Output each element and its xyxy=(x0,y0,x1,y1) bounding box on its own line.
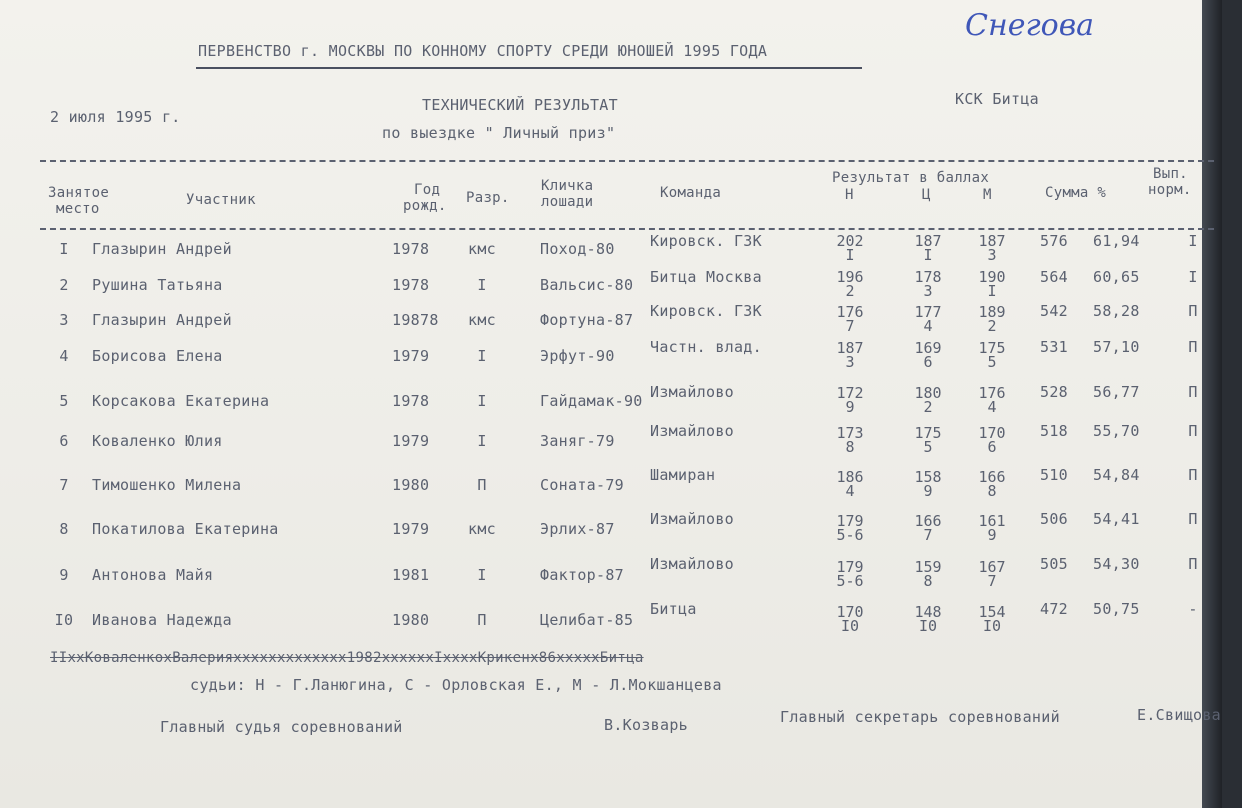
row-percent: 55,70 xyxy=(1093,422,1140,441)
handwritten-signature: Снегова xyxy=(965,8,1095,43)
col-judge-c: Ц xyxy=(922,187,931,203)
row-participant: Глазырин Андрей xyxy=(92,311,232,329)
row-score-m-placing: 8 xyxy=(987,482,997,500)
row-score-m-placing: I xyxy=(987,282,997,300)
row-score-m: 176 xyxy=(978,384,1006,402)
row-score-n: 186 xyxy=(836,468,864,486)
chief-judge-label: Главный судья соревнований xyxy=(160,718,403,736)
row-place: 5 xyxy=(59,392,69,410)
row-score-m: 167 xyxy=(978,558,1006,576)
row-score-m-placing: 4 xyxy=(987,398,997,416)
col-result: Результат в баллах xyxy=(832,170,990,186)
row-birth-year: 19878 xyxy=(392,311,439,329)
row-norm: П xyxy=(1188,465,1198,484)
row-birth-year: 1979 xyxy=(392,520,430,538)
row-score-m: 154 xyxy=(978,603,1006,621)
row-rank: I xyxy=(477,347,487,365)
row-score-c: 169 xyxy=(914,339,942,357)
row-birth-year: 1978 xyxy=(392,240,430,258)
row-horse: Гайдамак-90 xyxy=(540,392,643,410)
row-rank: кмс xyxy=(468,311,496,329)
row-sum: 472 xyxy=(1040,599,1068,618)
row-sum: 528 xyxy=(1040,382,1068,401)
col-judge-m: М xyxy=(983,187,992,203)
row-score-c: 187 xyxy=(914,232,942,250)
row-score-c: 166 xyxy=(914,512,942,530)
row-score-n-placing: 5-6 xyxy=(836,526,864,544)
row-sum: 531 xyxy=(1040,337,1068,356)
venue: КСК Битца xyxy=(955,90,1039,108)
row-score-c-placing: 7 xyxy=(923,526,933,544)
row-score-n-placing: 5-6 xyxy=(836,572,864,590)
row-score-c-placing: 4 xyxy=(923,317,933,335)
row-score-c: 177 xyxy=(914,303,942,321)
row-norm: П xyxy=(1188,422,1198,441)
row-sum: 510 xyxy=(1040,465,1068,484)
row-score-n-placing: 3 xyxy=(845,353,855,371)
row-score-m: 189 xyxy=(978,303,1006,321)
row-birth-year: 1978 xyxy=(392,392,430,410)
row-norm: П xyxy=(1188,555,1198,574)
row-score-m-placing: 7 xyxy=(987,572,997,590)
col-year-line1: Год xyxy=(414,182,441,198)
row-participant: Рушина Татьяна xyxy=(92,276,223,294)
row-horse: Фортуна-87 xyxy=(540,311,634,329)
table-header-rule xyxy=(40,228,1214,230)
row-place: I xyxy=(59,240,69,258)
row-rank: кмс xyxy=(468,520,496,538)
col-judge-n: Н xyxy=(845,187,854,203)
row-place: 8 xyxy=(59,520,69,538)
table-top-rule xyxy=(40,160,1214,162)
row-team: Измайлово xyxy=(650,422,734,441)
row-score-m: 170 xyxy=(978,424,1006,442)
row-score-n-placing: I xyxy=(845,246,855,264)
row-score-c-placing: 8 xyxy=(923,572,933,590)
document-title: ПЕРВЕНСТВО г. МОСКВЫ ПО КОННОМУ СПОРТУ СРЕДИ ЮНОШЕЙ 1995 ГОДА xyxy=(198,42,768,60)
row-score-c: 180 xyxy=(914,384,942,402)
row-percent: 60,65 xyxy=(1093,267,1140,286)
col-year-line2: рожд. xyxy=(403,198,447,214)
row-birth-year: 1981 xyxy=(392,566,430,584)
row-sum: 518 xyxy=(1040,422,1068,441)
col-norm-line1: Вып. xyxy=(1153,166,1188,182)
row-score-c-placing: 9 xyxy=(923,482,933,500)
row-horse: Соната-79 xyxy=(540,476,624,494)
row-horse: Поход-80 xyxy=(540,240,615,258)
row-birth-year: 1980 xyxy=(392,611,430,629)
row-participant: Антонова Майя xyxy=(92,566,214,584)
row-score-m: 175 xyxy=(978,339,1006,357)
row-score-n-placing: 9 xyxy=(845,398,855,416)
row-score-c-placing: I0 xyxy=(918,617,938,635)
col-participant: Участник xyxy=(186,192,256,208)
row-score-n: 170 xyxy=(836,603,864,621)
page-edge-shadow xyxy=(1202,0,1222,808)
row-team: Кировск. ГЗК xyxy=(650,302,762,321)
col-horse-line1: Кличка xyxy=(541,178,594,194)
row-score-c: 158 xyxy=(914,468,942,486)
row-birth-year: 1979 xyxy=(392,347,430,365)
row-percent: 58,28 xyxy=(1093,302,1140,321)
row-score-n-placing: 7 xyxy=(845,317,855,335)
chief-secretary-name: Е.Свищова xyxy=(1137,706,1221,724)
row-score-n: 173 xyxy=(836,424,864,442)
title-underline xyxy=(196,67,862,69)
row-norm: П xyxy=(1188,302,1198,321)
row-birth-year: 1980 xyxy=(392,476,430,494)
row-norm: I xyxy=(1188,232,1198,250)
row-score-n: 202 xyxy=(836,232,864,250)
row-score-m: 166 xyxy=(978,468,1006,486)
row-sum: 576 xyxy=(1040,232,1068,250)
row-score-m-placing: I0 xyxy=(982,617,1002,635)
row-score-n: 172 xyxy=(836,384,864,402)
row-score-m-placing: 6 xyxy=(987,438,997,456)
row-score-c-placing: 3 xyxy=(923,282,933,300)
row-rank: I xyxy=(477,276,487,294)
row-percent: 61,94 xyxy=(1093,232,1140,250)
row-score-n: 179 xyxy=(836,512,864,530)
row-place: 4 xyxy=(59,347,69,365)
col-place-line2: место xyxy=(56,201,100,217)
row-score-n-placing: 2 xyxy=(845,282,855,300)
col-rank: Разр. xyxy=(466,190,510,206)
col-place-line1: Занятое xyxy=(48,185,110,201)
row-horse: Заняг-79 xyxy=(540,432,615,450)
row-score-m-placing: 5 xyxy=(987,353,997,371)
row-score-n-placing: 8 xyxy=(845,438,855,456)
row-rank: кмс xyxy=(468,240,496,258)
row-place: 2 xyxy=(59,276,69,294)
row-horse: Фактор-87 xyxy=(540,566,624,584)
row-sum: 542 xyxy=(1040,302,1068,321)
row-rank: П xyxy=(477,611,487,629)
col-team: Команда xyxy=(660,185,722,201)
row-team: Измайлово xyxy=(650,555,734,574)
row-participant: Покатилова Екатерина xyxy=(92,520,279,538)
doc-subheading: по выездке " Личный приз" xyxy=(382,124,616,142)
row-place: 9 xyxy=(59,566,69,584)
row-score-m-placing: 2 xyxy=(987,317,997,335)
row-percent: 54,41 xyxy=(1093,509,1140,528)
row-participant: Корсакова Екатерина xyxy=(92,392,270,410)
row-team: Шамиран xyxy=(650,465,716,484)
row-score-n-placing: I0 xyxy=(840,617,860,635)
row-birth-year: 1978 xyxy=(392,276,430,294)
row-horse: Целибат-85 xyxy=(540,611,634,629)
col-sum: Сумма % xyxy=(1045,185,1107,201)
row-team: Измайлово xyxy=(650,382,734,401)
row-place: I0 xyxy=(54,611,74,629)
col-horse-line2: лошади xyxy=(541,194,594,210)
row-percent: 54,84 xyxy=(1093,465,1140,484)
row-score-c-placing: I xyxy=(923,246,933,264)
row-sum: 505 xyxy=(1040,555,1068,574)
row-place: 6 xyxy=(59,432,69,450)
row-rank: I xyxy=(477,566,487,584)
chief-secretary-label: Главный секретарь соревнований xyxy=(780,708,1060,726)
row-participant: Коваленко Юлия xyxy=(92,432,223,450)
col-norm-line2: норм. xyxy=(1148,182,1192,198)
row-norm: - xyxy=(1188,599,1198,618)
row-team: Кировск. ГЗК xyxy=(650,232,762,250)
row-sum: 564 xyxy=(1040,267,1068,286)
row-team: Измайлово xyxy=(650,509,734,528)
row-percent: 56,77 xyxy=(1093,382,1140,401)
row-score-m: 187 xyxy=(978,232,1006,250)
row-participant: Тимошенко Милена xyxy=(92,476,242,494)
row-sum: 506 xyxy=(1040,509,1068,528)
row-team: Битца Москва xyxy=(650,267,762,286)
row-score-n: 196 xyxy=(836,268,864,286)
row-score-n: 179 xyxy=(836,558,864,576)
chief-judge-name: В.Козварь xyxy=(604,716,688,734)
row-participant: Борисова Елена xyxy=(92,347,223,365)
judges-line: судьи: Н - Г.Ланюгина, С - Орловская Е., М - Л.Мокшанцева xyxy=(190,676,722,694)
row-percent: 50,75 xyxy=(1093,599,1140,618)
row-birth-year: 1979 xyxy=(392,432,430,450)
row-score-n-placing: 4 xyxy=(845,482,855,500)
row-score-c: 159 xyxy=(914,558,942,576)
row-score-c-placing: 2 xyxy=(923,398,933,416)
row-place: 7 xyxy=(59,476,69,494)
row-score-c: 178 xyxy=(914,268,942,286)
row-norm: П xyxy=(1188,509,1198,528)
row-score-m-placing: 9 xyxy=(987,526,997,544)
row-norm: П xyxy=(1188,382,1198,401)
row-score-m: 190 xyxy=(978,268,1006,286)
row-rank: I xyxy=(477,392,487,410)
row-percent: 57,10 xyxy=(1093,337,1140,356)
row-place: 3 xyxy=(59,311,69,329)
row-norm: I xyxy=(1188,267,1198,286)
row-horse: Вальсис-80 xyxy=(540,276,634,294)
struck-out-row: IIxxКоваленкоxВалерияxxxxxxxxxxxxx1982xxxxxxIxxxxКрикенx86xxxxxБитца xyxy=(50,650,644,666)
row-team: Частн. влад. xyxy=(650,337,762,356)
row-score-c: 148 xyxy=(914,603,942,621)
row-rank: I xyxy=(477,432,487,450)
row-participant: Глазырин Андрей xyxy=(92,240,232,258)
row-rank: П xyxy=(477,476,487,494)
row-percent: 54,30 xyxy=(1093,555,1140,574)
row-score-m: 161 xyxy=(978,512,1006,530)
row-score-m-placing: 3 xyxy=(987,246,997,264)
row-score-c-placing: 5 xyxy=(923,438,933,456)
row-score-c: 175 xyxy=(914,424,942,442)
doc-heading: ТЕХНИЧЕСКИЙ РЕЗУЛЬТАТ xyxy=(422,96,618,114)
row-score-n: 187 xyxy=(836,339,864,357)
document-date: 2 июля 1995 г. xyxy=(50,108,181,126)
row-score-c-placing: 6 xyxy=(923,353,933,371)
row-team: Битца xyxy=(650,599,697,618)
row-score-n: 176 xyxy=(836,303,864,321)
row-norm: П xyxy=(1188,337,1198,356)
row-horse: Эрлих-87 xyxy=(540,520,615,538)
row-participant: Иванова Надежда xyxy=(92,611,232,629)
row-horse: Эрфут-90 xyxy=(540,347,615,365)
